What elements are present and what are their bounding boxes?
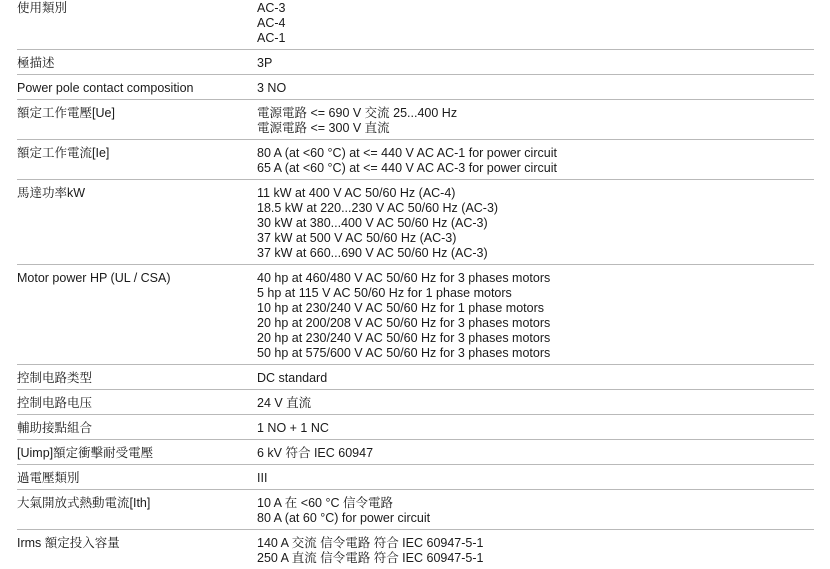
spec-row-control-circuit-voltage bbox=[17, 390, 814, 415]
spec-row-auxiliary-contacts bbox=[17, 415, 814, 440]
spec-value: AC-4 bbox=[257, 16, 286, 30]
spec-value: AC-3 bbox=[257, 1, 286, 15]
spec-values bbox=[257, 1, 814, 46]
spec-value: AC-1 bbox=[257, 31, 286, 45]
spec-value: 10 A 在 <60 °C 信令電路 bbox=[257, 496, 393, 510]
spec-values bbox=[257, 421, 814, 436]
spec-label: Motor power HP (UL / CSA) bbox=[17, 271, 171, 285]
spec-row-impulse-voltage bbox=[17, 440, 814, 465]
spec-label: [Uimp]額定衝擊耐受電壓 bbox=[17, 446, 154, 460]
spec-row-poles-description bbox=[17, 50, 814, 75]
spec-value: 10 hp at 230/240 V AC 50/60 Hz for 1 phase motors bbox=[257, 301, 544, 315]
spec-value: 140 A 交流 信令電路 符合 IEC 60947-5-1 bbox=[257, 536, 484, 550]
spec-values bbox=[257, 106, 814, 136]
spec-row-rated-voltage bbox=[17, 100, 814, 140]
spec-label: Power pole contact composition bbox=[17, 81, 194, 95]
spec-value: III bbox=[257, 471, 268, 485]
spec-value: 電源電路 <= 300 V 直流 bbox=[257, 121, 390, 135]
spec-value: 18.5 kW at 220...230 V AC 50/60 Hz (AC-3) bbox=[257, 201, 499, 215]
spec-value: 1 NO + 1 NC bbox=[257, 421, 329, 435]
spec-values bbox=[257, 56, 814, 71]
spec-label: 額定工作電流[Ie] bbox=[17, 146, 110, 160]
spec-row-power-pole-contact bbox=[17, 75, 814, 100]
spec-values bbox=[257, 471, 814, 486]
spec-values bbox=[257, 146, 814, 176]
spec-row-control-circuit-type bbox=[17, 365, 814, 390]
spec-values bbox=[257, 396, 814, 411]
spec-value: 65 A (at <60 °C) at <= 440 V AC AC-3 for power circuit bbox=[257, 161, 557, 175]
spec-label: 額定工作電壓[Ue] bbox=[17, 106, 115, 120]
spec-value: 11 kW at 400 V AC 50/60 Hz (AC-4) bbox=[257, 186, 456, 200]
spec-value: 6 kV 符合 IEC 60947 bbox=[257, 446, 374, 460]
spec-row-overvoltage-category bbox=[17, 465, 814, 490]
spec-value: DC standard bbox=[257, 371, 328, 385]
spec-label: 輔助接點組合 bbox=[17, 421, 93, 435]
spec-value: 30 kW at 380...400 V AC 50/60 Hz (AC-3) bbox=[257, 216, 488, 230]
spec-row-thermal-current bbox=[17, 490, 814, 530]
spec-value: 250 A 直流 信令電路 符合 IEC 60947-5-1 bbox=[257, 551, 484, 565]
spec-value: 50 hp at 575/600 V AC 50/60 Hz for 3 phases motors bbox=[257, 346, 551, 360]
spec-value: 5 hp at 115 V AC 50/60 Hz for 1 phase motors bbox=[257, 286, 512, 300]
spec-values bbox=[257, 186, 814, 261]
spec-label: 大氣開放式熱動電流[Ith] bbox=[17, 496, 151, 510]
spec-value: 3P bbox=[257, 56, 273, 70]
spec-value: 24 V 直流 bbox=[257, 396, 312, 410]
spec-label: 控制电路类型 bbox=[17, 371, 93, 385]
spec-table bbox=[17, 0, 814, 569]
spec-values bbox=[257, 371, 814, 386]
spec-label: 控制电路电压 bbox=[17, 396, 93, 410]
spec-label: 極描述 bbox=[17, 56, 55, 70]
spec-value: 37 kW at 500 V AC 50/60 Hz (AC-3) bbox=[257, 231, 457, 245]
spec-label: 過電壓類別 bbox=[17, 471, 80, 485]
spec-row-making-capacity bbox=[17, 530, 814, 569]
spec-values bbox=[257, 81, 814, 96]
spec-values bbox=[257, 446, 814, 461]
spec-row-utilisation-category bbox=[17, 0, 814, 50]
spec-value: 3 NO bbox=[257, 81, 287, 95]
spec-value: 80 A (at <60 °C) at <= 440 V AC AC-1 for power circuit bbox=[257, 146, 557, 160]
spec-values bbox=[257, 271, 814, 361]
spec-value: 20 hp at 230/240 V AC 50/60 Hz for 3 phases motors bbox=[257, 331, 551, 345]
spec-values bbox=[257, 496, 814, 526]
spec-values bbox=[257, 536, 814, 566]
spec-value: 20 hp at 200/208 V AC 50/60 Hz for 3 phases motors bbox=[257, 316, 551, 330]
spec-label: 馬達功率kW bbox=[17, 186, 86, 200]
spec-label: Irms 額定投入容量 bbox=[17, 536, 120, 550]
spec-value: 40 hp at 460/480 V AC 50/60 Hz for 3 phases motors bbox=[257, 271, 551, 285]
spec-row-motor-power-hp bbox=[17, 265, 814, 365]
spec-value: 電源電路 <= 690 V 交流 25...400 Hz bbox=[257, 106, 458, 120]
spec-label: 使用類別 bbox=[17, 1, 68, 15]
spec-row-rated-current bbox=[17, 140, 814, 180]
spec-value: 80 A (at 60 °C) for power circuit bbox=[257, 511, 431, 525]
spec-row-motor-power-kw bbox=[17, 180, 814, 265]
spec-value: 37 kW at 660...690 V AC 50/60 Hz (AC-3) bbox=[257, 246, 488, 260]
